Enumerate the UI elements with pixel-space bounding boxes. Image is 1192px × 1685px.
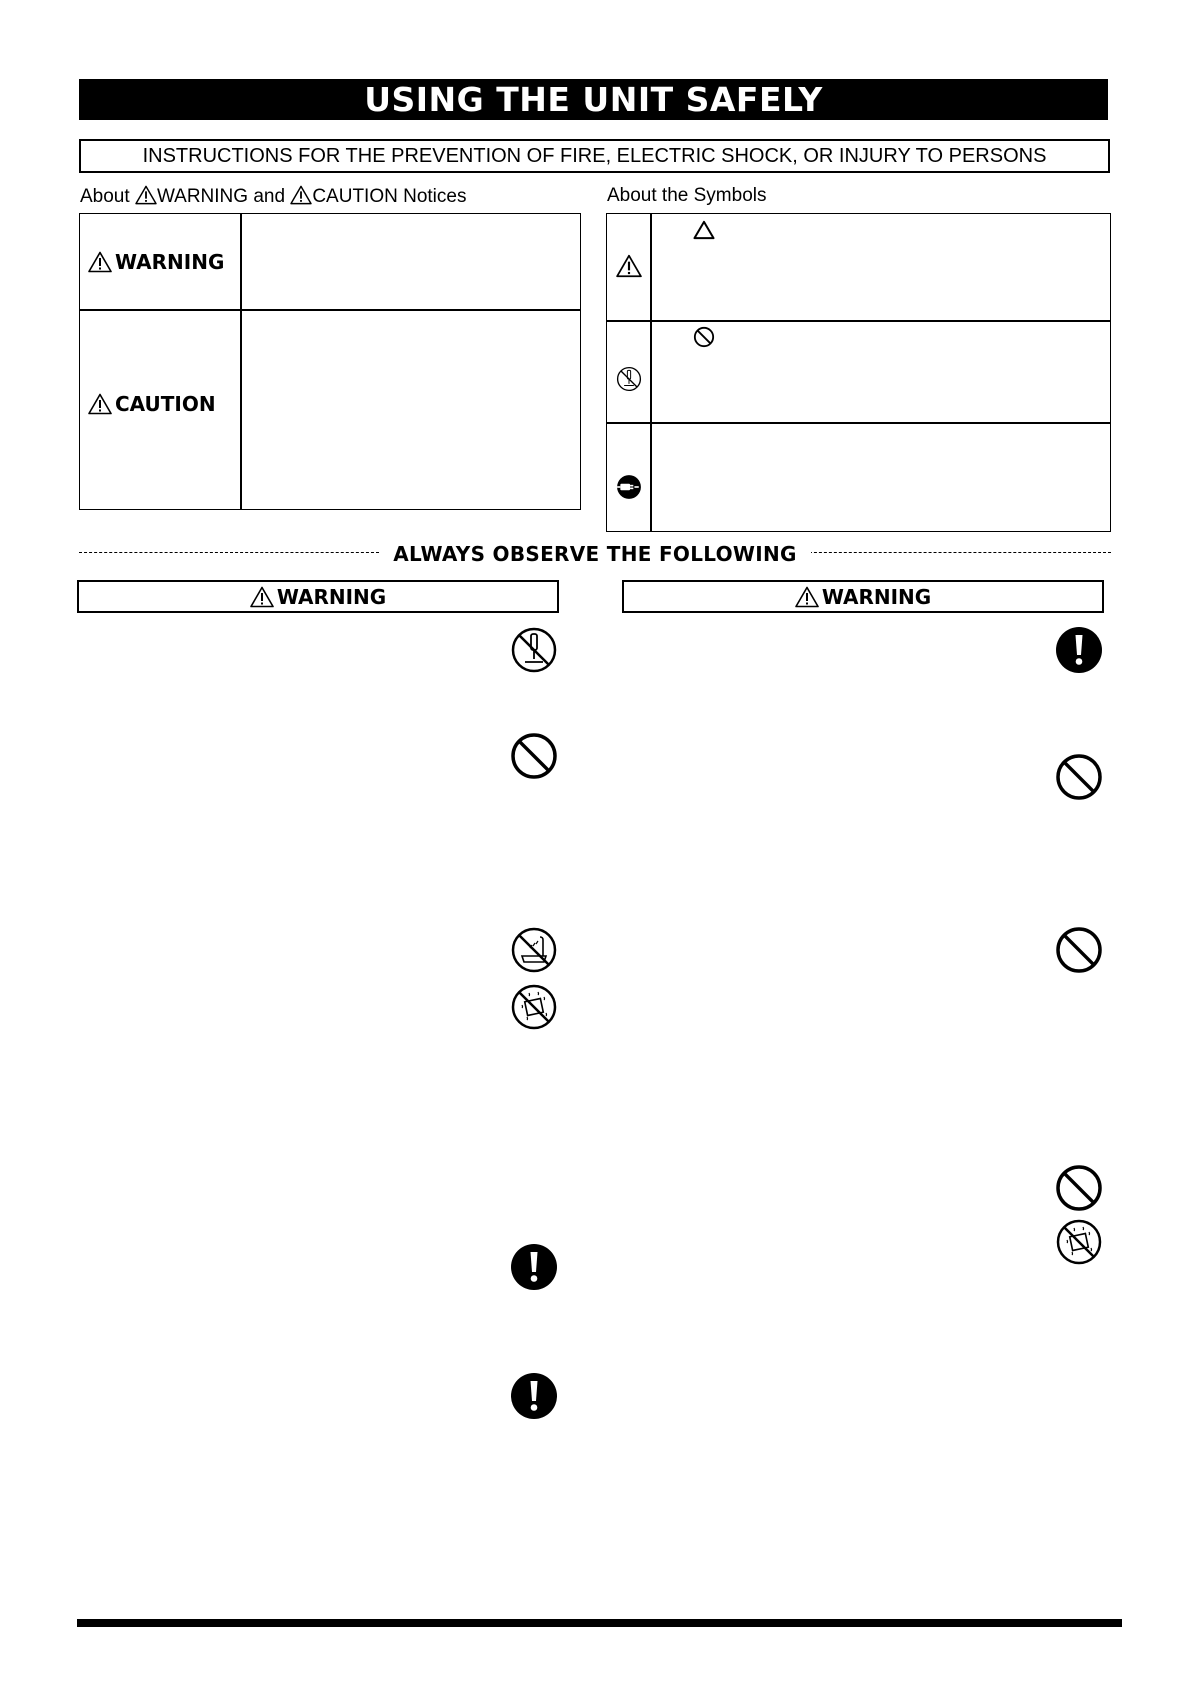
no-disassembly-icon bbox=[616, 366, 642, 392]
prohibition-icon bbox=[1055, 1164, 1103, 1212]
symbols-section-label: About the Symbols bbox=[607, 185, 767, 206]
no-disassembly-icon bbox=[510, 626, 558, 674]
notice-table-divider bbox=[240, 214, 242, 509]
symbols-table bbox=[606, 213, 1111, 532]
page-title: USING THE UNIT SAFELY bbox=[79, 79, 1108, 120]
footer-rule bbox=[77, 1619, 1122, 1627]
warning-triangle-icon bbox=[250, 586, 274, 608]
observe-heading-row bbox=[79, 542, 1111, 564]
right-warning-label: WARNING bbox=[821, 584, 932, 609]
left-warning-label: WARNING bbox=[276, 584, 387, 609]
unplug-power-cord-icon bbox=[616, 474, 642, 500]
notices-suffix: Notices bbox=[403, 186, 467, 207]
notice-table-row-divider bbox=[80, 309, 580, 311]
warning-triangle-icon bbox=[88, 251, 112, 273]
left-column-warning-header bbox=[77, 580, 559, 613]
mandatory-action-icon bbox=[1055, 626, 1103, 674]
no-wet-location-icon bbox=[1055, 1218, 1103, 1266]
no-bath-use-icon bbox=[510, 926, 558, 974]
prohibition-icon bbox=[510, 732, 558, 780]
mandatory-action-icon bbox=[510, 1243, 558, 1291]
notice-warning-heading bbox=[88, 250, 224, 274]
symbols-row-divider bbox=[607, 320, 1110, 322]
instructions-banner bbox=[79, 139, 1110, 173]
notices-and-word: and bbox=[253, 186, 286, 207]
notice-caution-heading bbox=[88, 392, 216, 416]
right-column-warning-header bbox=[622, 580, 1104, 613]
triangle-outline-icon bbox=[693, 220, 715, 240]
prohibition-icon bbox=[1055, 753, 1103, 801]
caution-triangle-icon bbox=[290, 185, 312, 205]
notice-caution-label: CAUTION bbox=[115, 392, 216, 416]
notices-warning-word: WARNING bbox=[156, 186, 249, 207]
notice-table bbox=[79, 213, 581, 510]
notice-warning-label: WARNING bbox=[115, 250, 225, 274]
caution-triangle-icon bbox=[616, 254, 642, 278]
no-wet-location-icon bbox=[510, 983, 558, 1031]
notices-caution-word: CAUTION bbox=[312, 186, 398, 207]
observe-heading: ALWAYS OBSERVE THE FOLLOWING bbox=[79, 542, 1111, 566]
symbols-row-divider bbox=[607, 422, 1110, 424]
instructions-banner-text: INSTRUCTIONS FOR THE PREVENTION OF FIRE, ELECTRIC SHOCK, OR INJURY TO PERSONS bbox=[142, 144, 1047, 167]
symbols-table-divider bbox=[650, 214, 652, 531]
prohibition-icon bbox=[1055, 926, 1103, 974]
prohibition-circle-icon bbox=[693, 326, 715, 348]
notices-prefix: About bbox=[80, 186, 130, 207]
caution-triangle-icon bbox=[88, 393, 112, 415]
warning-triangle-icon bbox=[135, 185, 157, 205]
notices-section-label bbox=[80, 185, 466, 208]
warning-triangle-icon bbox=[795, 586, 819, 608]
mandatory-action-icon bbox=[510, 1372, 558, 1420]
